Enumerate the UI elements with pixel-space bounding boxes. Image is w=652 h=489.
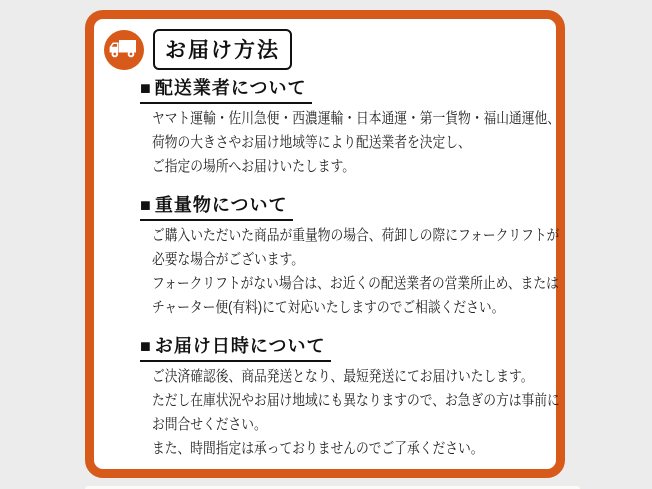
body-line: また、時間指定は承っておりませんのでご了承ください。 (152, 440, 484, 457)
square-bullet-icon: ■ (140, 336, 152, 356)
body-line: 必要な場合がございます。 (152, 251, 304, 268)
body-line: お問合せください。 (152, 416, 267, 433)
section-heading-delivery-schedule (140, 332, 544, 362)
square-bullet-icon: ■ (140, 195, 152, 215)
body-line: フォークリフトがない場合は、お近くの配送業者の営業所止め、または (152, 275, 559, 292)
section-heading-text: お届け日時について (154, 336, 326, 356)
square-bullet-icon: ■ (140, 78, 152, 98)
body-line: チャーター便(有料)にて対応いたしますのでご相談ください。 (152, 299, 505, 316)
body-line: ご購入いただいた商品が重量物の場合、荷卸しの際にフォークリフトが (152, 227, 560, 244)
body-line: 荷物の大きさやお届け地域等により配送業者を決定し、 (152, 134, 471, 151)
section-heading-shipping-carriers (140, 74, 544, 104)
truck-icon (104, 30, 144, 70)
page-title: お届け方法 (153, 29, 292, 70)
section-heading-text: 重量物について (154, 195, 288, 215)
section-shipping-carriers (140, 74, 561, 179)
section-delivery-schedule (140, 332, 560, 461)
section-heavy-items (140, 191, 560, 320)
section-body-delivery-schedule (140, 365, 560, 461)
section-heading-text: 配送業者について (154, 78, 307, 98)
section-heading-heavy-items (140, 191, 544, 221)
panel-header (104, 29, 544, 70)
section-body-shipping-carriers (140, 107, 561, 179)
body-line: ご指定の場所へお届けいたします。 (152, 158, 355, 175)
body-line: ご決済確認後、商品発送となり、最短発送にてお届けいたします。 (152, 368, 534, 385)
delivery-info-panel (85, 10, 565, 478)
body-line: ヤマト運輸・佐川急便・西濃運輸・日本通運・第一貨物・福山通運他、 (152, 110, 561, 127)
section-body-heavy-items (140, 224, 560, 320)
body-line: ただし在庫状況やお届け地域にも異なりますので、お急ぎの方は事前に (152, 392, 560, 409)
